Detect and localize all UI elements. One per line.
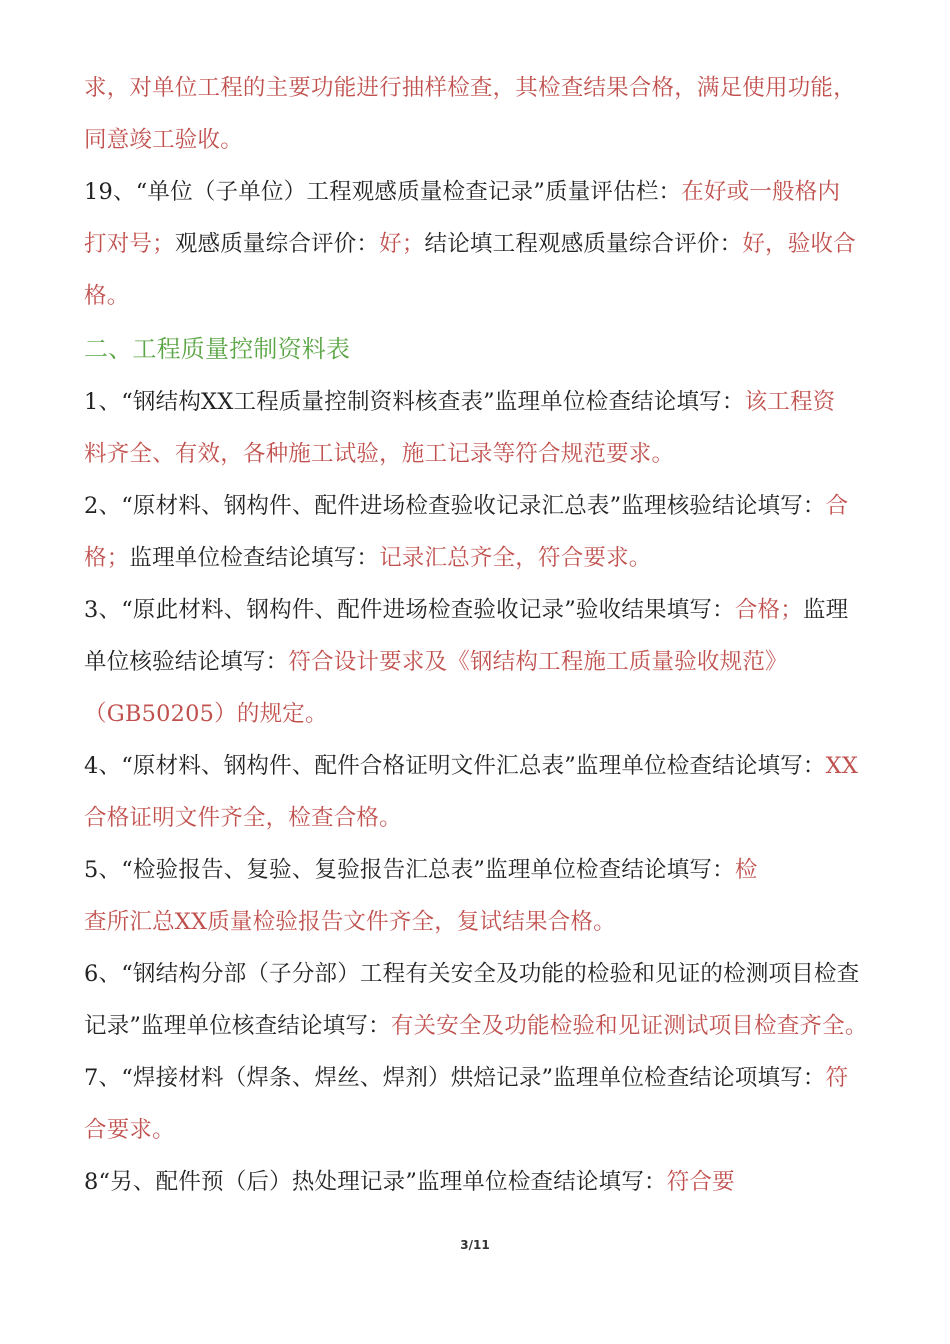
page-number: 3/11 [460, 1238, 490, 1252]
text-line [84, 532, 896, 584]
section-heading [84, 322, 896, 376]
text-line [84, 218, 896, 270]
answer-text: XX [825, 753, 859, 779]
instruction-text: 观感质量综合评价： [174, 231, 380, 257]
answer-text: 符合设计要求及《钢结构工程施工质量验收规范》 [288, 649, 788, 675]
instruction-text: 6、“钢结构分部（子分部）工程有关安全及功能的检验和见证的检测项目检查 [84, 961, 860, 987]
instruction-text: 3、“原此材料、钢构件、配件进场检查验收记录”验收结果填写： [84, 597, 735, 623]
answer-text: 该工程资 [744, 389, 836, 415]
answer-text: 检 [734, 857, 758, 883]
text-line [84, 740, 896, 792]
answer-text: 合 [825, 493, 849, 519]
answer-text: 格。 [84, 283, 130, 309]
text-line [84, 792, 896, 844]
answer-text: 打对号； [84, 231, 175, 257]
text-line [84, 688, 896, 740]
answer-text: 在好或一般格内 [681, 179, 841, 205]
answer-text: 好，验收合 [742, 231, 856, 257]
text-line [84, 376, 896, 428]
text-line [84, 480, 896, 532]
text-line [84, 584, 896, 636]
text-line [84, 1000, 896, 1052]
answer-text: 符 [825, 1065, 849, 1091]
document-body [84, 62, 896, 1208]
text-line [84, 62, 896, 114]
answer-text: 合格； [734, 597, 803, 623]
instruction-text: 19、“单位（子单位）工程观感质量检查记录”质量评估栏： [84, 179, 682, 205]
answer-text: 求，对单位工程的主要功能进行抽样检查，其检查结果合格，满足使用功能， [84, 75, 856, 101]
instruction-text: 7、“焊接材料（焊条、焊丝、焊剂）烘焙记录”监理单位检查结论项填写： [84, 1065, 826, 1091]
heading-text: 二、工程质量控制资料表 [84, 335, 351, 363]
instruction-text: 1、“钢结构XX工程质量控制资料核查表”监理单位检查结论填写： [84, 389, 745, 415]
text-line [84, 1052, 896, 1104]
text-line [84, 636, 896, 688]
answer-text: 合要求。 [84, 1117, 175, 1143]
text-line [84, 166, 896, 218]
answer-text: 同意竣工验收。 [84, 127, 243, 153]
text-line [84, 844, 896, 896]
answer-text: 查所汇总XX质量检验报告文件齐全，复试结果合格。 [84, 909, 616, 935]
text-line [84, 948, 896, 1000]
instruction-text: 5、“检验报告、复验、复验报告汇总表”监理单位检查结论填写： [84, 857, 735, 883]
answer-text: （GB50205）的规定。 [84, 701, 328, 727]
instruction-text: 记录”监理单位核查结论填写： [84, 1013, 391, 1039]
answer-text: 料齐全、有效，各种施工试验，施工记录等符合规范要求。 [84, 441, 675, 467]
answer-text: 有关安全及功能检验和见证测试项目检查齐全。 [390, 1013, 868, 1039]
answer-text: 记录汇总齐全，符合要求。 [379, 545, 652, 571]
answer-text: 格； [84, 545, 130, 571]
instruction-text: 单位核验结论填写： [84, 649, 289, 675]
text-line [84, 896, 896, 948]
instruction-text: 结论填工程观感质量综合评价： [424, 231, 743, 257]
text-line [84, 114, 896, 166]
text-line [84, 1104, 896, 1156]
instruction-text: 8“另、配件预（后）热处理记录”监理单位检查结论填写： [84, 1169, 667, 1195]
answer-text: 合格证明文件齐全，检查合格。 [84, 805, 402, 831]
answer-text: 好； [379, 231, 425, 257]
text-line [84, 270, 896, 322]
text-line [84, 428, 896, 480]
instruction-text: 2、“原材料、钢构件、配件进场检查验收记录汇总表”监理核验结论填写： [84, 493, 826, 519]
instruction-text: 监理 [802, 597, 849, 623]
text-line [84, 1156, 896, 1208]
instruction-text: 监理单位检查结论填写： [129, 545, 380, 571]
answer-text: 符合要 [666, 1169, 735, 1195]
instruction-text: 4、“原材料、钢构件、配件合格证明文件汇总表”监理单位检查结论填写： [84, 753, 826, 779]
